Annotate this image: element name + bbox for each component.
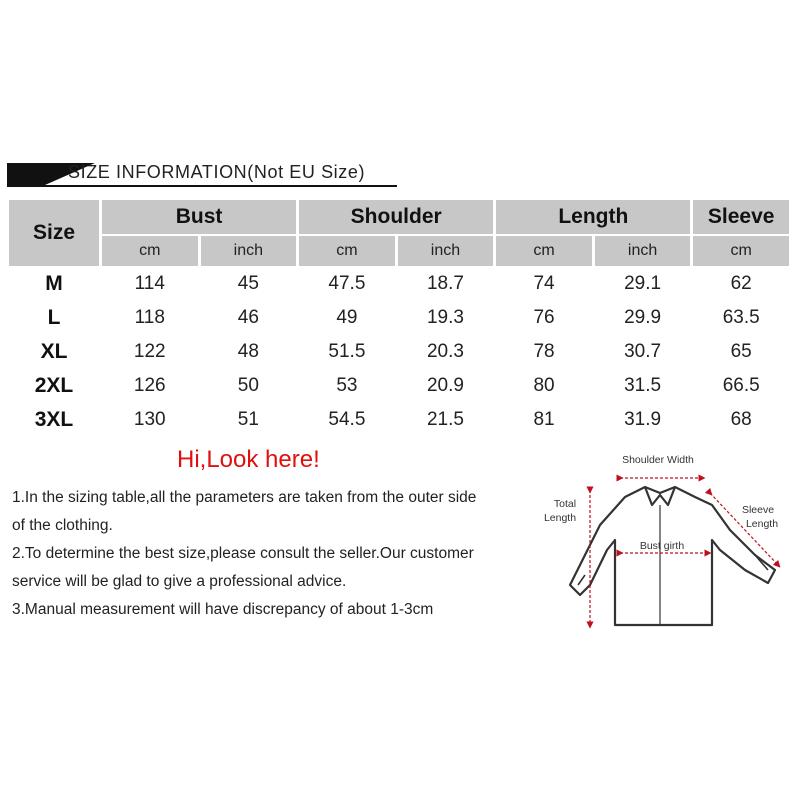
table-cell: 130 — [133, 409, 166, 430]
table-cell: 29.9 — [624, 307, 662, 328]
note-line: 2.To determine the best size,please consult the seller.Our customer — [12, 545, 474, 562]
table-cell: 29.1 — [624, 273, 662, 294]
bust-girth-label: Bust girth — [639, 540, 685, 552]
callout-text: Hi,Look here! — [177, 446, 320, 473]
note-line: of the clothing. — [12, 517, 113, 534]
bust-header: Bust — [102, 200, 296, 234]
table-cell: 31.5 — [624, 375, 662, 396]
table-cell: 78 — [533, 341, 555, 362]
shirt-diagram — [530, 445, 800, 645]
unit-cell: cm — [496, 236, 592, 266]
size-column-header: Size — [9, 200, 99, 266]
size-cell: L — [47, 306, 61, 329]
header-marker — [7, 163, 45, 185]
table-cell: 65 — [730, 341, 752, 362]
note-line: 3.Manual measurement will have discrepancy of about 1-3cm — [12, 601, 434, 618]
table-cell: 66.5 — [722, 375, 760, 396]
table-unit-row — [9, 236, 789, 266]
sleeve-length-label-2: Length — [745, 518, 779, 530]
table-cell: 30.7 — [624, 341, 662, 362]
table-cell: 68 — [730, 409, 752, 430]
table-cell: 20.9 — [426, 375, 464, 396]
table-cell: 76 — [533, 307, 555, 328]
size-cell: 2XL — [34, 374, 74, 397]
table-cell: 47.5 — [328, 273, 366, 294]
header-underline — [7, 185, 397, 187]
table-cell: 62 — [730, 273, 752, 294]
notes-block — [12, 484, 522, 624]
total-length-label-1: Total — [553, 498, 577, 510]
table-row — [9, 302, 789, 334]
shoulder-width-label: Shoulder Width — [622, 454, 694, 466]
shoulder-header: Shoulder — [299, 200, 493, 234]
sleeve-header: Sleeve — [693, 200, 789, 234]
table-cell: 81 — [533, 409, 555, 430]
unit-cell: inch — [201, 236, 297, 266]
unit-cell: cm — [299, 236, 395, 266]
table-cell: 31.9 — [624, 409, 662, 430]
unit-cell: cm — [102, 236, 198, 266]
table-row — [9, 336, 789, 368]
section-title: SIZE INFORMATION(Not EU Size) — [68, 162, 366, 182]
unit-cell: inch — [595, 236, 691, 266]
section-header — [0, 158, 800, 188]
note-line: 1.In the sizing table,all the parameters are taken from the outer side — [12, 489, 477, 506]
table-cell: 122 — [133, 341, 166, 362]
table-cell: 63.5 — [722, 307, 760, 328]
size-cell: M — [45, 272, 63, 295]
table-cell: 46 — [237, 307, 259, 328]
unit-cell: inch — [398, 236, 494, 266]
table-cell: 51.5 — [328, 341, 366, 362]
table-row — [9, 268, 789, 300]
table-cell: 53 — [336, 375, 358, 396]
table-row — [9, 370, 789, 402]
unit-cell: cm — [693, 236, 789, 266]
note-line: service will be glad to give a professional advice. — [12, 573, 347, 590]
table-cell: 54.5 — [328, 409, 366, 430]
table-cell: 50 — [237, 375, 259, 396]
table-cell: 51 — [237, 409, 259, 430]
measurement-diagram — [530, 445, 800, 645]
size-cell: 3XL — [34, 408, 74, 431]
table-cell: 20.3 — [426, 341, 464, 362]
table-group-header-row — [9, 200, 789, 234]
table-cell: 21.5 — [426, 409, 464, 430]
length-header: Length — [496, 200, 690, 234]
table-row — [9, 404, 789, 436]
table-cell: 114 — [134, 273, 165, 294]
table-cell: 48 — [237, 341, 259, 362]
size-table — [6, 198, 792, 438]
table-cell: 49 — [336, 307, 358, 328]
table-cell: 118 — [134, 307, 165, 328]
table-cell: 80 — [533, 375, 555, 396]
size-cell: XL — [40, 340, 68, 363]
table-cell: 74 — [533, 273, 555, 294]
table-cell: 18.7 — [426, 273, 464, 294]
total-length-label-2: Length — [543, 512, 577, 524]
sleeve-length-label-1: Sleeve — [741, 504, 775, 516]
table-cell: 45 — [237, 273, 259, 294]
table-cell: 126 — [133, 375, 166, 396]
table-cell: 19.3 — [426, 307, 464, 328]
